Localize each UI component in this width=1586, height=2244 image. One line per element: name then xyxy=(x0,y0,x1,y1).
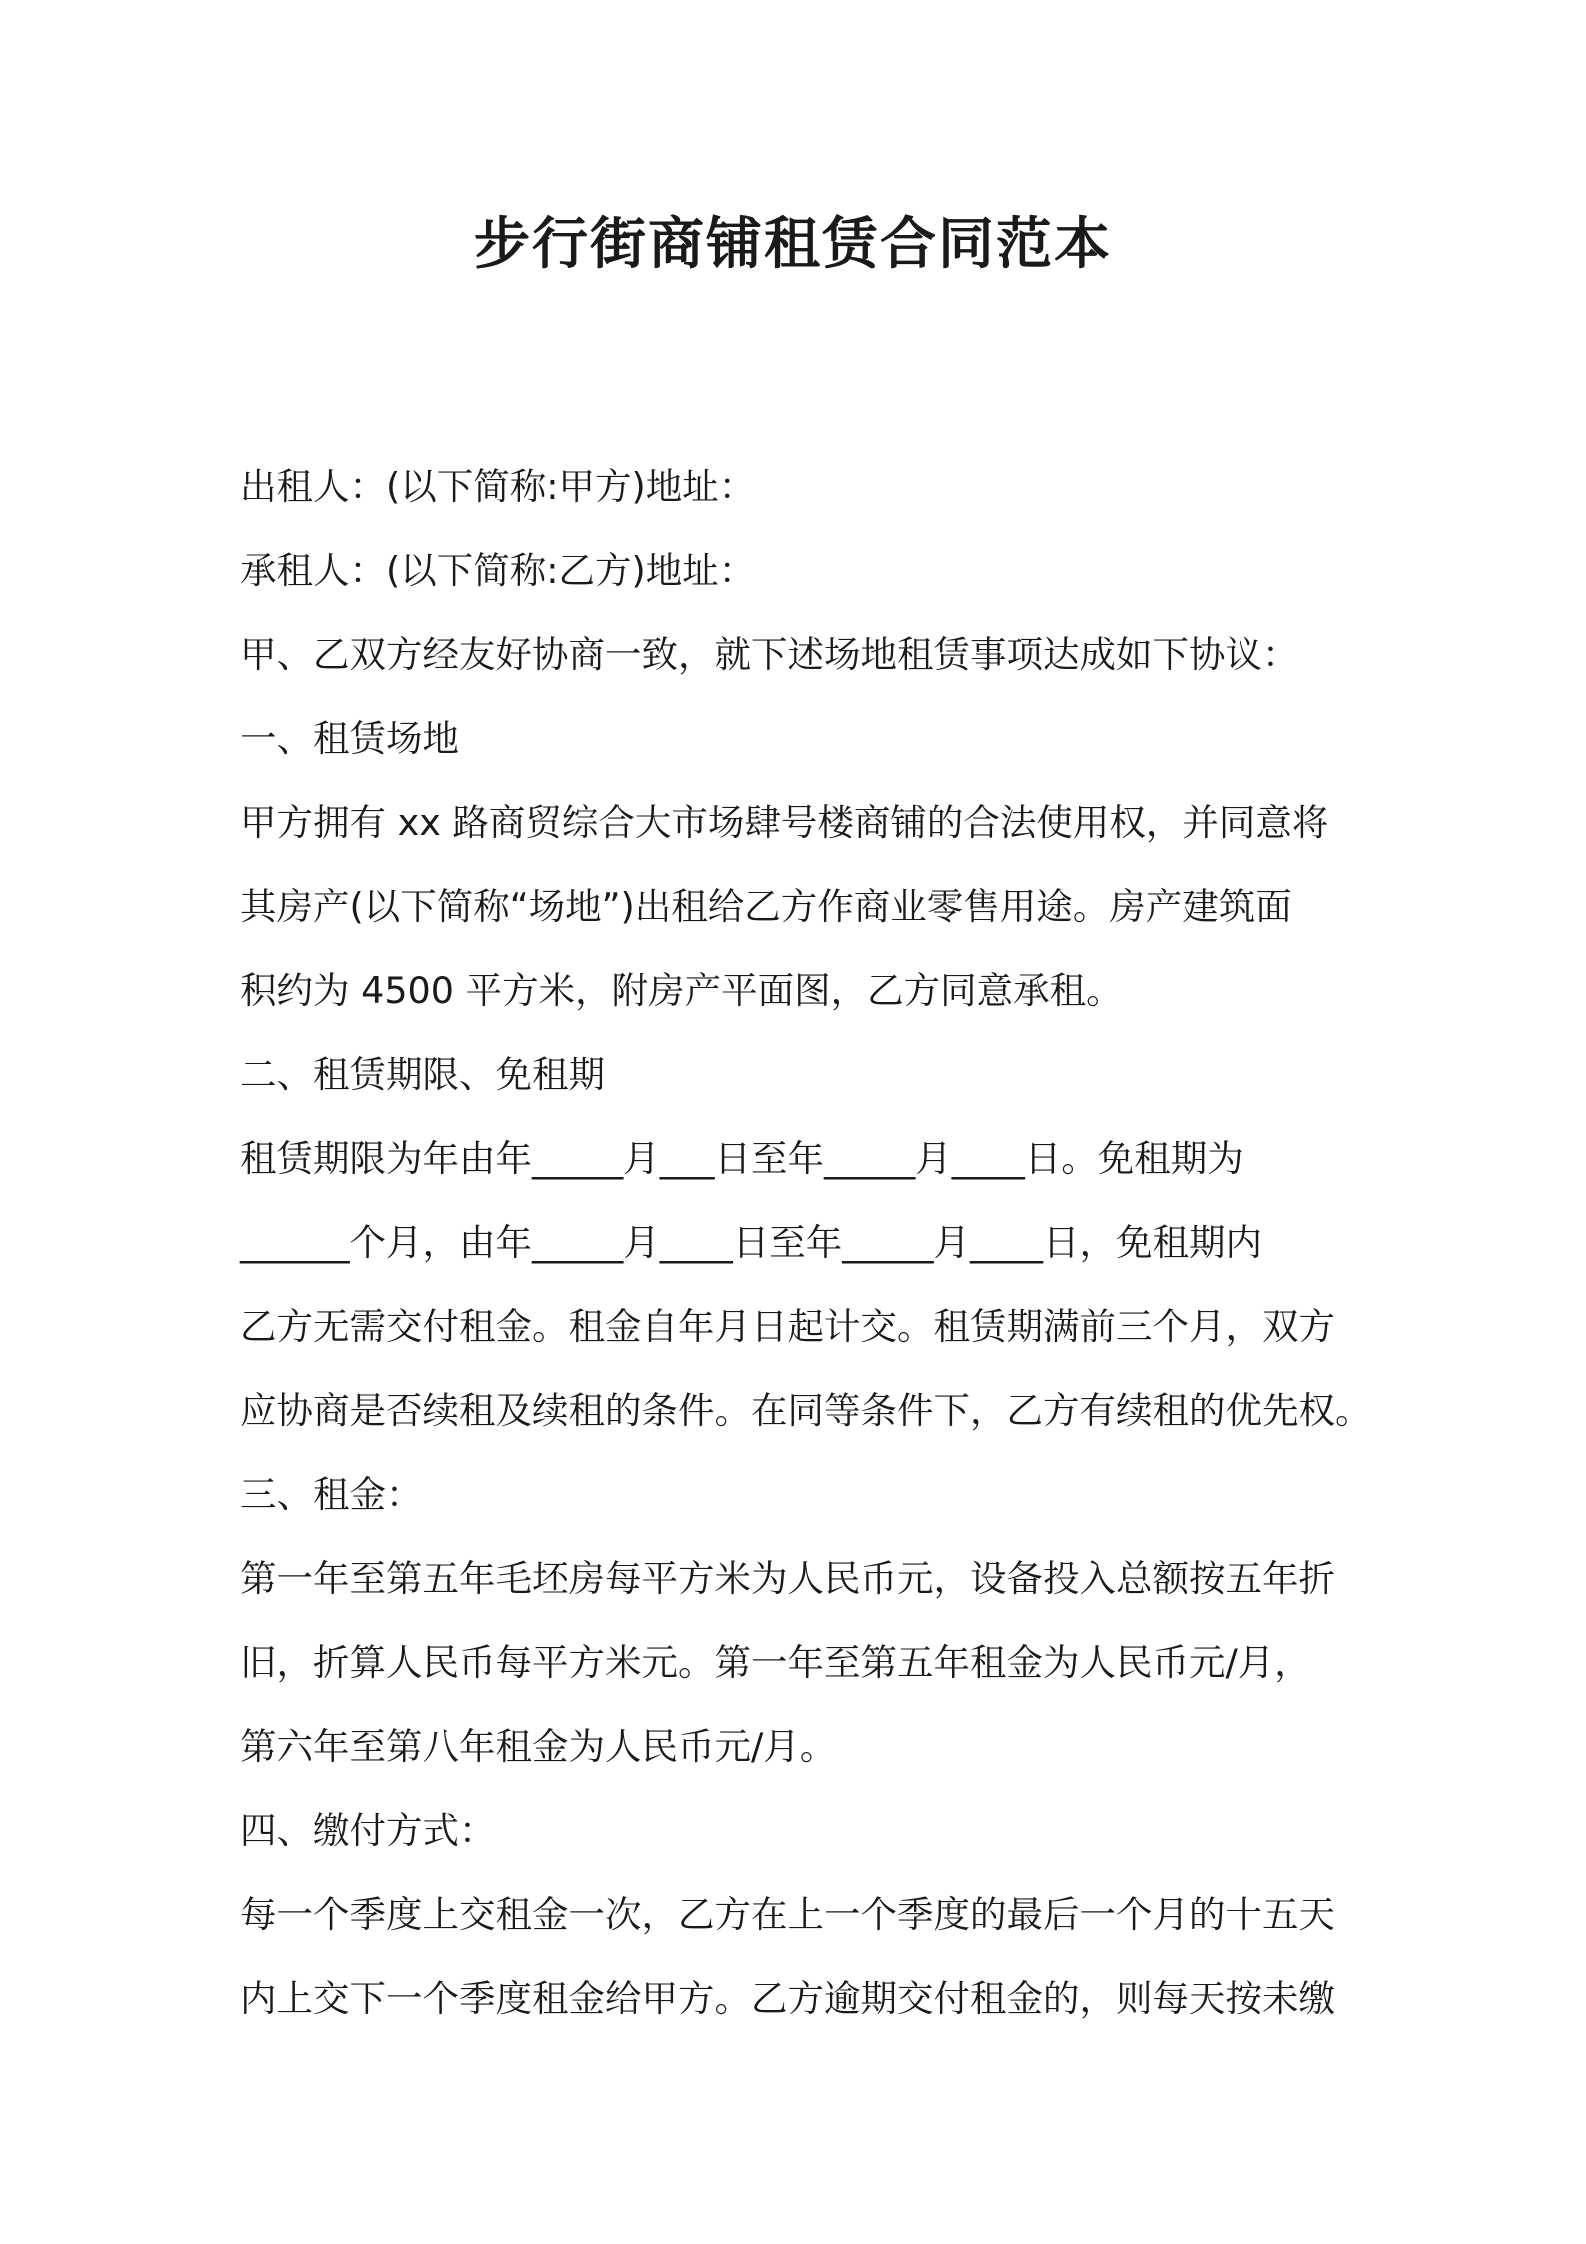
section-heading: 三、租金： xyxy=(240,1473,423,1516)
text-line: 其房产(以下简称“场地”)出租给乙方作商业零售用途。房产建筑面 xyxy=(240,885,1292,928)
text-line: 出租人：(以下简称:甲方)地址： xyxy=(240,465,756,508)
text-line: 应协商是否续租及续租的条件。在同等条件下，乙方有续租的优先权。 xyxy=(240,1389,1372,1432)
text-line: 甲、乙双方经友好协商一致，就下述场地租赁事项达成如下协议： xyxy=(240,633,1299,676)
document-title: 步行街商铺租赁合同范本 xyxy=(474,212,1112,277)
text-line: ______个月，由年_____月____日至年_____月____日，免租期内 xyxy=(240,1221,1262,1264)
text-line: 甲方拥有 xx 路商贸综合大市场肆号楼商铺的合法使用权，并同意将 xyxy=(240,801,1329,844)
text-line: 内上交下一个季度租金给甲方。乙方逾期交付租金的，则每天按未缴 xyxy=(240,1977,1335,2020)
text-line: 承租人：(以下简称:乙方)地址： xyxy=(240,549,756,592)
section-heading: 四、缴付方式： xyxy=(240,1809,496,1852)
text-line: 第一年至第五年毛坯房每平方米为人民币元，设备投入总额按五年折 xyxy=(240,1557,1335,1600)
section-heading: 一、租赁场地 xyxy=(240,717,459,760)
text-line: 每一个季度上交租金一次，乙方在上一个季度的最后一个月的十五天 xyxy=(240,1893,1335,1936)
text-line: 旧，折算人民币每平方米元。第一年至第五年租金为人民币元/月， xyxy=(240,1641,1311,1684)
text-line: 租赁期限为年由年_____月___日至年_____月____日。免租期为 xyxy=(240,1137,1244,1180)
section-heading: 二、租赁期限、免租期 xyxy=(240,1053,605,1096)
text-line: 乙方无需交付租金。租金自年月日起计交。租赁期满前三个月，双方 xyxy=(240,1305,1335,1348)
text-line: 第六年至第八年租金为人民币元/月。 xyxy=(240,1725,837,1768)
text-line: 积约为 4500 平方米，附房产平面图，乙方同意承租。 xyxy=(240,969,1123,1012)
document-body xyxy=(240,445,1372,2041)
